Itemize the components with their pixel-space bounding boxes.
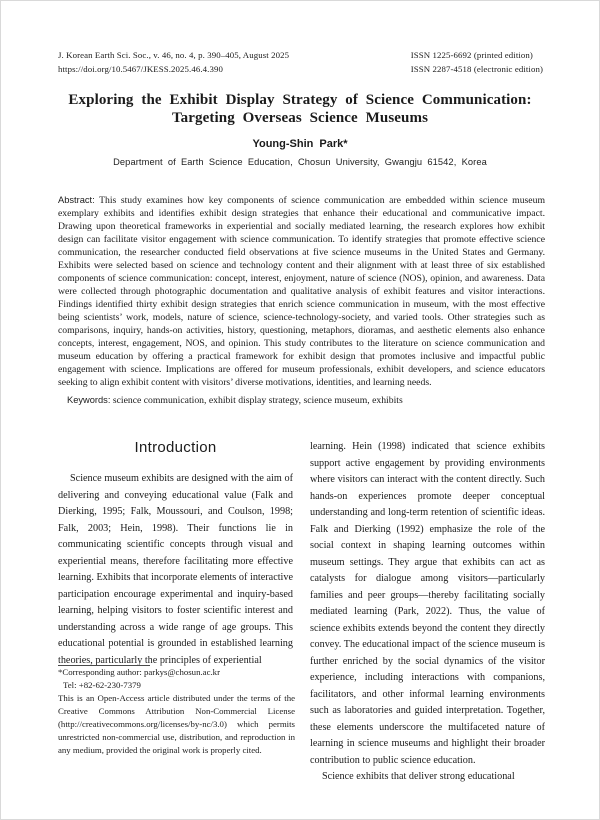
right-column bbox=[310, 439, 545, 786]
abstract-section bbox=[58, 194, 545, 407]
footnote-block bbox=[58, 665, 295, 757]
keywords-label: Keywords: bbox=[67, 395, 111, 405]
body-paragraph: Science museum exhibits are designed with the aim of delivering and conveying educational value (Falk and Dierking, 1995; Falk, Moussouri, and Coulson, 1998; Falk, 2003; Hein, 1998). Their functions lie in communicating scientific concepts through visual and experiential means, therefore facilitating more effective learning. Exhibits that incorporate elements of interactive participation encourage experimental and inquiry-based learning, helping visitors to foster scientific interest and understanding across a wide range of age groups. This educational potential is grounded in established learning theories, particularly the principles of experiential bbox=[58, 473, 293, 666]
open-access-license-note: This is an Open-Access article distributed under the terms of the Creative Commons Attribution Non-Commercial License (http://creativecommons.org/licenses/by-nc/3.0) which permits unrestricted non-commercial use, distribution, and reproduction in any medium, provided the original work is properly cited. bbox=[58, 692, 295, 755]
journal-header-right bbox=[411, 49, 543, 77]
article-title-line2: Targeting Overseas Science Museums bbox=[171, 109, 429, 126]
author-affiliation: Department of Earth Science Education, Chosun University, Gwangju 61542, Korea bbox=[113, 157, 487, 167]
abstract-label: Abstract: bbox=[58, 195, 95, 205]
article-title-line1: Exploring the Exhibit Display Strategy of Science Communication: bbox=[68, 92, 532, 108]
journal-header-left bbox=[58, 49, 289, 77]
author-name: Young-Shin Park* bbox=[252, 138, 348, 150]
doi-link[interactable]: https://doi.org/10.5467/JKESS.2025.46.4.390 bbox=[58, 63, 223, 74]
abstract-paragraph bbox=[58, 194, 545, 389]
journal-citation: J. Korean Earth Sci. Soc., v. 46, no. 4, p. 390–405, August 2025 bbox=[58, 50, 290, 60]
issn-electronic: ISSN 2287-4518 (electronic edition) bbox=[410, 63, 543, 74]
page-title bbox=[31, 92, 569, 127]
section-heading-introduction: Introduction bbox=[134, 439, 217, 456]
journal-header bbox=[58, 49, 543, 77]
body-paragraph: learning. Hein (1998) indicated that science exhibits support active engagement by providing environments where visitors can interact with the content directly. Such hands-on experiences promote deeper conceptual understanding and long-term retention of scientific ideas. Falk and Dierking (1992) emphasize the role of the social context in shaping learning outcomes within museum settings. They argue that exhibits can act as catalysts for dialogue among visitors—particularly families and peer groups—thereby facilitating socially mediated learning (Park, 2022). Thus, the value of science exhibits extends beyond the content they directly convey. The educational impact of the science museum is further enriched by the social dynamics of the visitor experience, including interactions with companions, facilitators, and other informal learning environments such as laboratories and guided interpretation. Together, these elements underscore the multifaceted nature of learning in science museums and highlight their broader contribution to public science education. bbox=[310, 441, 545, 766]
keywords-text: science communication, exhibit display strategy, science museum, exhibits bbox=[112, 395, 403, 406]
corresponding-author-note: *Corresponding author: parkys@chosun.ac.kr bbox=[58, 667, 221, 677]
issn-print: ISSN 1225-6692 (printed edition) bbox=[410, 50, 533, 60]
title-block bbox=[31, 92, 569, 167]
keywords-line bbox=[58, 394, 545, 407]
author-telephone: Tel: +82-62-230-7379 bbox=[63, 679, 141, 690]
abstract-text: This study examines how key components of science communication are embedded within science museum exemplary exhibits and identifies exhibit design strategies that enhance their educational and communicative impact. Drawing upon theoretical frameworks in experiential and socially mediated learning, the research explores how exhibit design can facilitate visitor engagement with science communication. To identify strategies that promote effective science communication, the researcher conducted field observations at five science museums in the United States and Germany. Exhibits were selected based on science and technology content and their alignment with at least three of six established components of science communication: concept, interest, enjoyment, nature of science (NOS), opinion, and awareness. Data were collected through photographic documentation and qualitative analysis of exhibit features and visitor interactions. Findings identified thirty exhibit design strategies that enrich science communication in museum, with the most effective being scientists’ work, models, nature of science, science-technology-society, and varied tools. Other strategies such as comparisons, inquiry, hands-on activities, history, questioning, metaphors, dioramas, and aesthetic elements also enhance concepts, interest, engagement, NOS, and opinion. This study contributes to the literature on science communication and museum education by offering a practical framework for exhibit design that promotes inclusive and impactful public engagement with science. Implications are offered for museum professionals, exhibit developers, and science educators seeking to align exhibit content with visitors’ diverse motivations, identities, and learning needs. bbox=[58, 195, 545, 388]
body-paragraph: Science exhibits that deliver strong educational bbox=[322, 771, 515, 782]
